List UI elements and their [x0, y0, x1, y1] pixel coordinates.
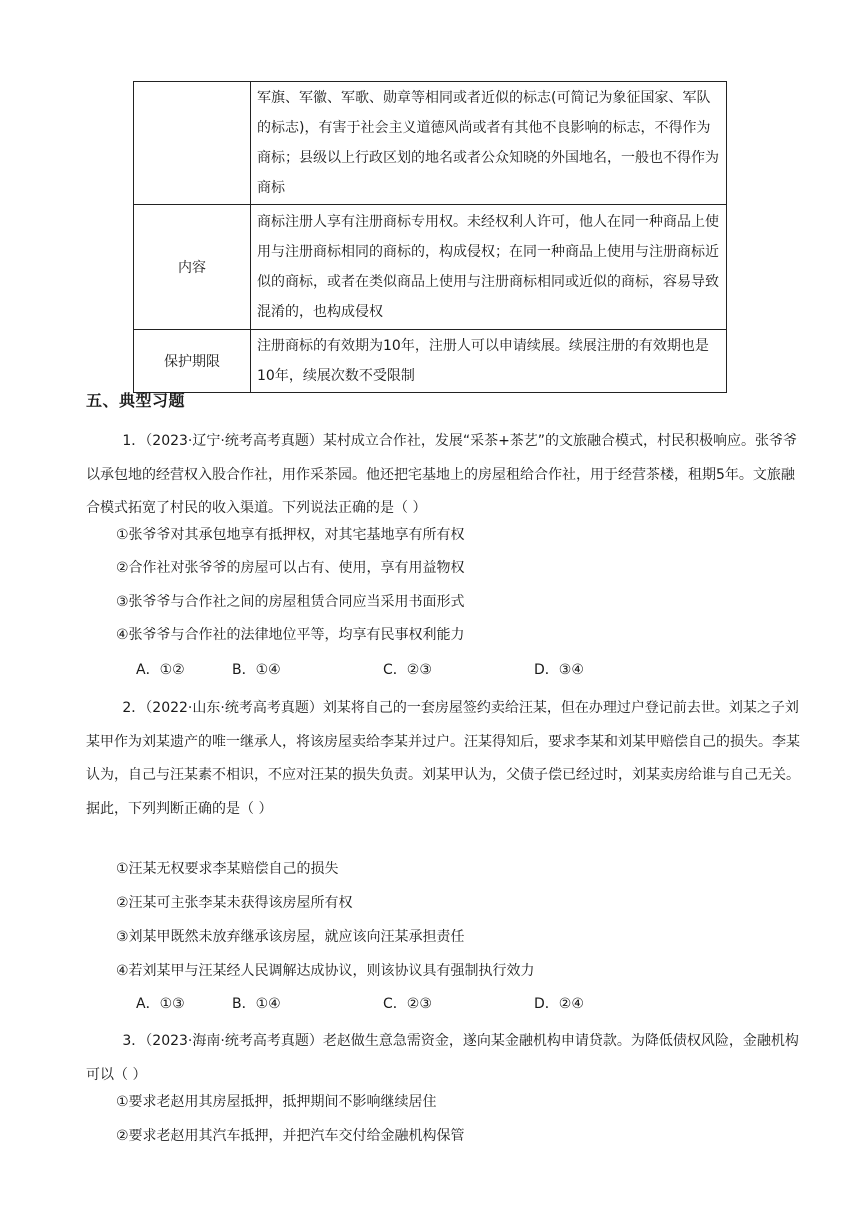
question-2-stem	[86, 692, 806, 826]
choice-a: A．①③	[136, 996, 185, 1012]
question-option: ④张爷爷与合作社的法律地位平等，均享有民事权利能力	[116, 627, 465, 643]
table-row-label: 内容	[134, 205, 251, 330]
table-row	[134, 330, 727, 393]
choice-a: A．①②	[136, 662, 185, 678]
question-1-stem	[86, 425, 806, 526]
table-row	[134, 82, 727, 205]
question-option: ③张爷爷与合作社之间的房屋租赁合同应当采用书面形式	[116, 594, 465, 610]
question-stem: 3．（2023·海南·统考高考真题）老赵做生意急需资金，遂向某金融机构申请贷款。为降低债权风险，金融机构可以（ ）	[86, 1033, 799, 1083]
question-stem: 1．（2023·辽宁·统考高考真题）某村成立合作社，发展“采茶+茶艺”的文旅融合模式，村民积极响应。张爷爷以承包地的经营权入股合作社，用作采茶园。他还把宅基地上的房屋租给合作社，用于经营茶楼，租期5年。文旅融合模式拓宽了村民的收入渠道。下列说法正确的是（ ）	[86, 433, 798, 516]
question-option: ②汪某可主张李某未获得该房屋所有权	[116, 895, 353, 911]
table-row-text: 军旗、军徽、军歌、勋章等相同或者近似的标志(可简记为象征国家、军队的标志)，有害于社会主义道德风尚或者有其他不良影响的标志，不得作为商标；县级以上行政区划的地名或者公众知晓的外国地名，一般也不得作为商标	[251, 82, 727, 205]
question-option: ④若刘某甲与汪某经人民调解达成协议，则该协议具有强制执行效力	[116, 963, 535, 979]
table-row	[134, 205, 727, 330]
choice-c: C．②③	[383, 996, 432, 1012]
question-3-stem	[86, 1025, 806, 1092]
question-stem: 2．（2022·山东·统考高考真题）刘某将自己的一套房屋签约卖给汪某，但在办理过户登记前去世。刘某之子刘某甲作为刘某遗产的唯一继承人，将该房屋卖给李某并过户。汪某得知后，要求李某和刘某甲赔偿自己的损失。李某认为，自己与汪某素不相识，不应对汪某的损失负责。刘某甲认为，父债子偿已经过时，刘某卖房给谁与自己无关。据此，下列判断正确的是（ ）	[86, 700, 800, 817]
question-option: ①要求老赵用其房屋抵押，抵押期间不影响继续居住	[116, 1094, 437, 1110]
table-row-text: 商标注册人享有注册商标专用权。未经权利人许可，他人在同一种商品上使用与注册商标相同的商标的，构成侵权；在同一种商品上使用与注册商标近似的商标，或者在类似商品上使用与注册商标相同或近似的商标，容易导致混淆的，也构成侵权	[251, 205, 727, 330]
section-heading: 五、典型习题	[86, 391, 186, 410]
table-row-text: 注册商标的有效期为10年，注册人可以申请续展。续展注册的有效期也是10年，续展次数不受限制	[251, 330, 727, 393]
choice-b: B．①④	[232, 996, 281, 1012]
choice-b: B．①④	[232, 662, 281, 678]
table-row-label: 保护期限	[134, 330, 251, 393]
question-option: ①张爷爷对其承包地享有抵押权，对其宅基地享有所有权	[116, 527, 465, 543]
question-option: ①汪某无权要求李某赔偿自己的损失	[116, 861, 339, 877]
trademark-law-table	[133, 81, 727, 393]
choice-d: D．②④	[534, 996, 584, 1012]
table-row-label	[134, 82, 251, 205]
question-option: ③刘某甲既然未放弃继承该房屋，就应该向汪某承担责任	[116, 929, 465, 945]
question-option: ②合作社对张爷爷的房屋可以占有、使用，享有用益物权	[116, 560, 465, 576]
choice-d: D．③④	[534, 662, 584, 678]
question-option: ②要求老赵用其汽车抵押，并把汽车交付给金融机构保管	[116, 1128, 465, 1144]
choice-c: C．②③	[383, 662, 432, 678]
